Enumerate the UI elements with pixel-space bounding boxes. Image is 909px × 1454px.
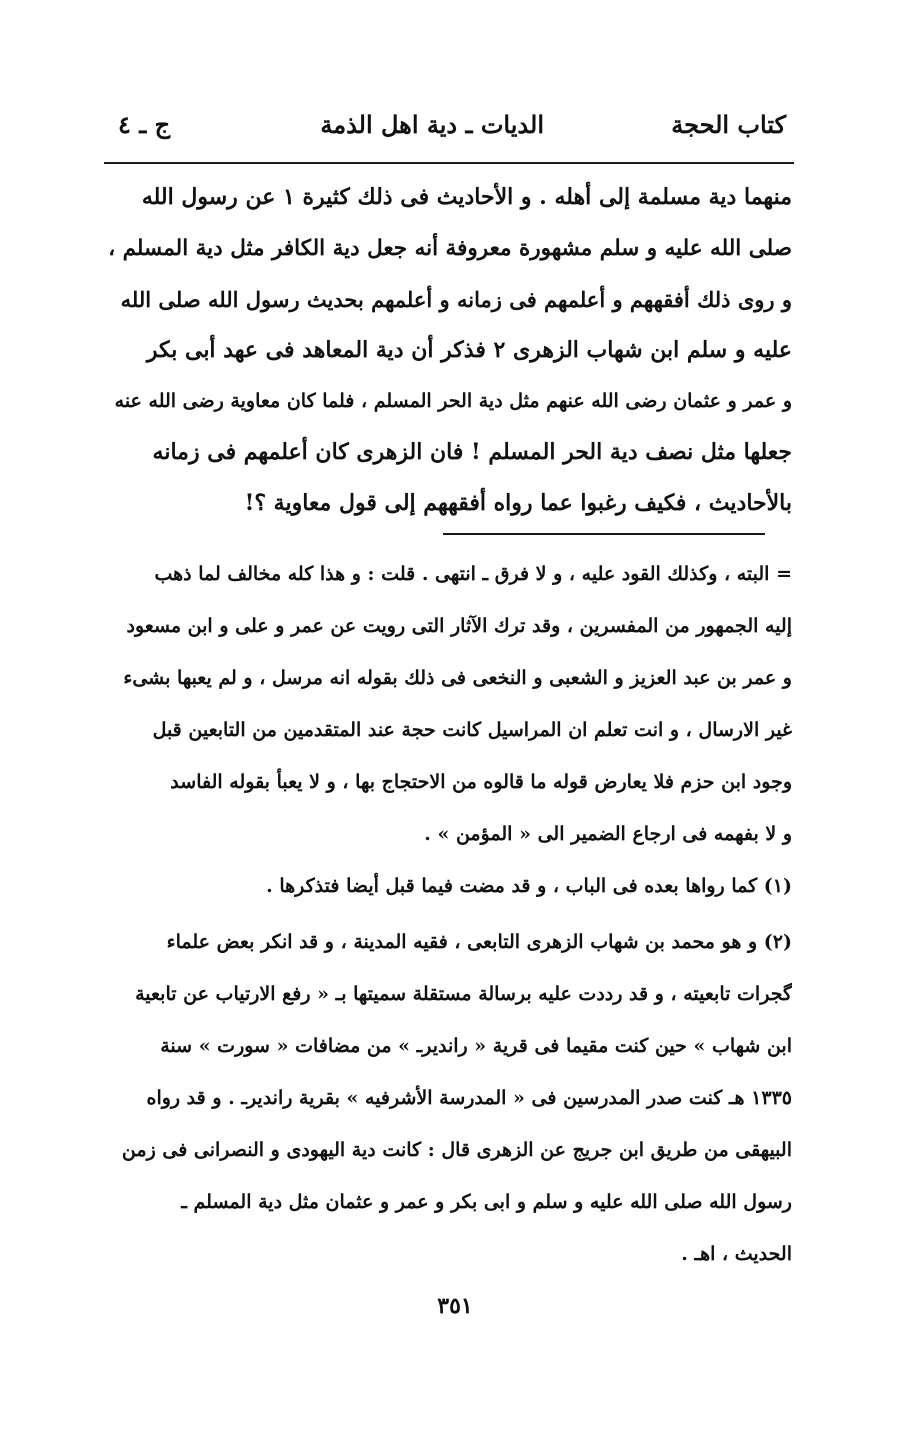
footnotes [108, 548, 792, 1280]
footnote-line: الحديث ، اهـ . [681, 1243, 792, 1265]
footnote-line: ١٣٣٥ هـ كنت صدر المدرسين فى « المدرسة الأشرفيه » بقرية رانديرـ . و قد رواه [146, 1087, 792, 1109]
footnote-line: إليه الجمهور من المفسرين ، وقد ترك الآثار التى رويت عن عمر و على و ابن مسعود [126, 615, 792, 637]
main-line: جعلها مثل نصف دية الحر المسلم ! فان الزهرى كان أعلمهم فى زمانه [152, 439, 792, 465]
main-line: منهما دية مسلمة إلى أهله . و الأحاديث فى ذلك كثيرة ١ عن رسول الله [141, 184, 792, 210]
running-header [112, 110, 794, 150]
footnote-line: غير الارسال ، و انت تعلم ان المراسيل كانت حجة عند المتقدمين من التابعين قبل [152, 719, 792, 741]
page-number: ٣٥١ [437, 1293, 473, 1319]
footnote-line: رسول الله صلى الله عليه و سلم و ابى بكر و عمر و عثمان مثل دية المسلم ـ [181, 1191, 792, 1213]
main-line: صلى الله عليه و سلم مشهورة معروفة أنه جعل دية الكافر مثل دية المسلم ، [108, 236, 792, 261]
footnote-line: ابن شهاب » حين كنت مقيما فى قرية « رانديرـ » من مضافات « سورت » سنة [160, 1035, 792, 1057]
header-volume: ج ـ ٤ [118, 110, 171, 139]
main-line: عليه و سلم ابن شهاب الزهرى ٢ فذكر أن دية المعاهد فى عهد أبى بكر [146, 337, 792, 363]
main-line: و عمر و عثمان رضى الله عنهم مثل دية الحر المسلم ، فلما كان معاوية رضى الله عنه [114, 390, 792, 412]
main-line: و روى ذلك أفقههم و أعلمهم فى زمانه و أعلمهم بحديث رسول الله صلى الله [120, 287, 792, 312]
footnote-line: وجود ابن حزم فلا يعارض قوله ما قالوه من الاحتجاج بها ، و لا يعبأ بقوله الفاسد [170, 771, 792, 793]
footnote-line: = البته ، وكذلك القود عليه ، و لا فرق ـ انتهى . قلت : و هذا كله مخالف لما ذهب [154, 563, 792, 585]
footnote-2: (٢) و هو محمد بن شهاب الزهرى التابعى ، فقيه المدينة ، و قد انكر بعض علماء [166, 931, 792, 953]
main-line: بالأحاديث ، فكيف رغبوا عما رواه أفقههم إلى قول معاوية ؟! [244, 490, 792, 516]
header-book-title: كتاب الحجة [671, 110, 786, 139]
footnote-1: (١) كما رواها بعده فى الباب ، و قد مضت فيما قبل أيضا فتذكرها . [266, 875, 792, 897]
header-chapter-title: الديات ـ دية اهل الذمة [320, 110, 544, 139]
main-text [108, 172, 792, 529]
footnote-line: و لا بفهمه فى ارجاع الضمير الى « المؤمن » . [424, 823, 792, 845]
footnote-line: گجرات تابعيته ، و قد رددت عليه برسالة مستقلة سميتها بـ « رفع الارتياب عن تابعية [135, 983, 792, 1005]
header-rule [104, 162, 794, 164]
footnote-rule [443, 533, 765, 535]
footnote-line: البيهقى من طريق ابن جريج عن الزهرى قال : كانت دية اليهودى و النصرانى فى زمن [121, 1139, 792, 1161]
footnote-line: و عمر بن عبد العزيز و الشعبى و النخعى فى ذلك بقوله انه مرسل ، و لم يعبها بشىء [123, 667, 792, 689]
